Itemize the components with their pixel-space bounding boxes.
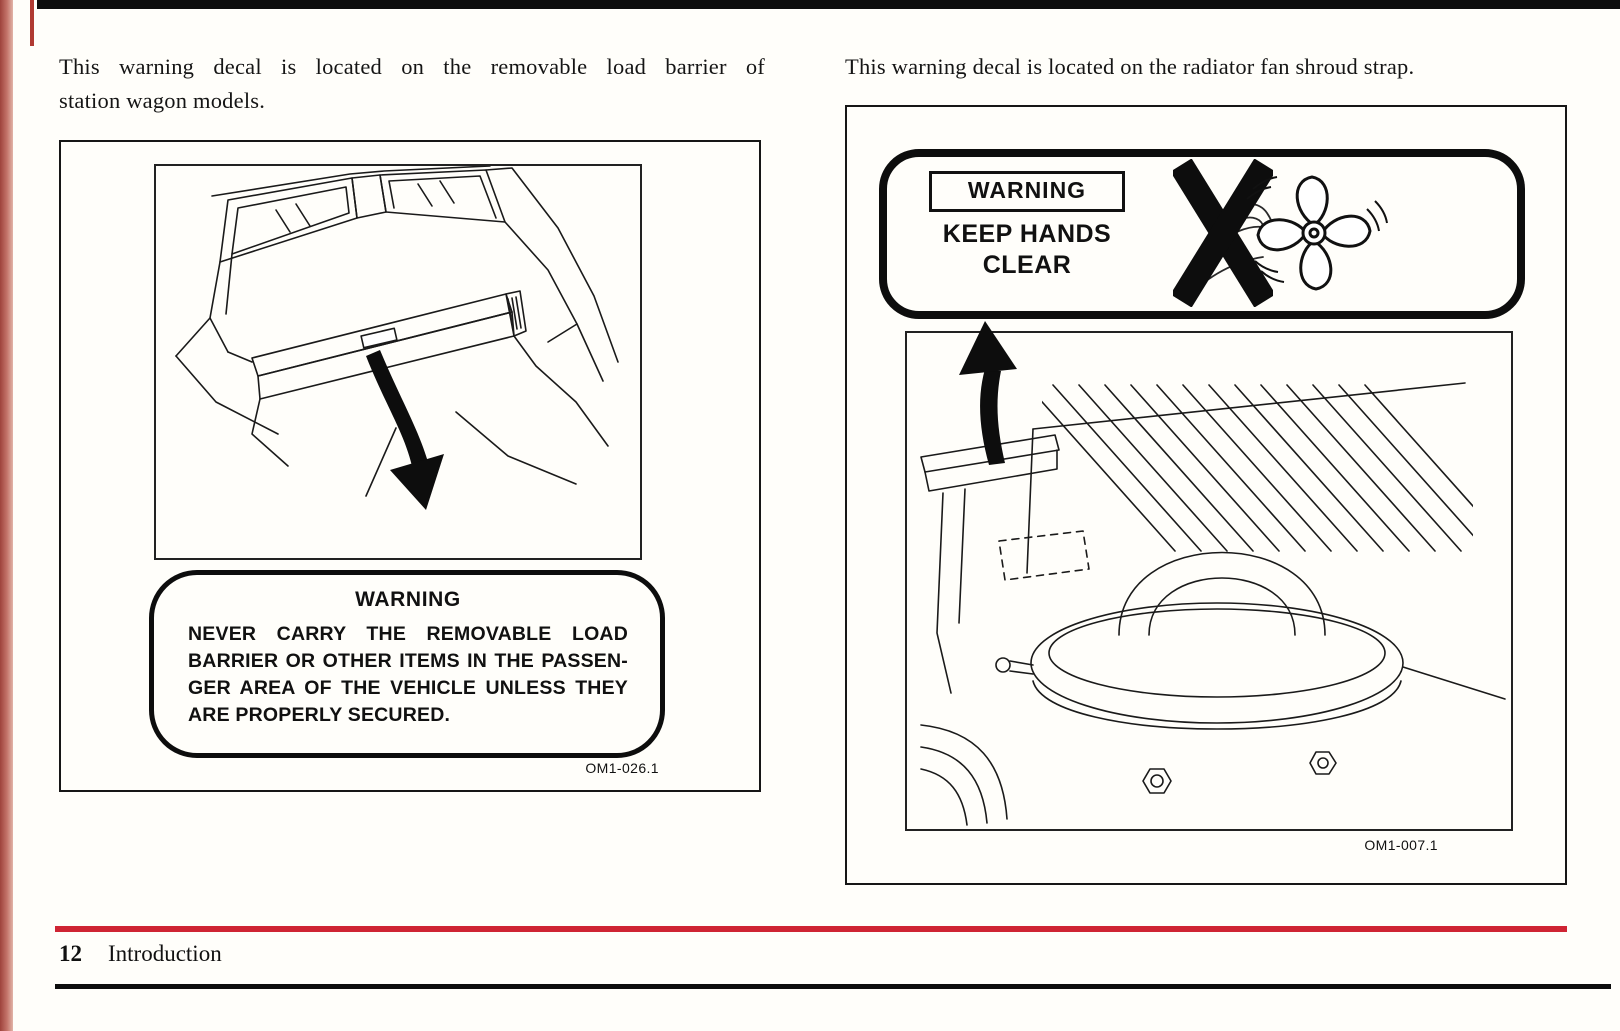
pointer-up-arrow-icon (957, 317, 1027, 469)
caption-left-line1: This warning decal is located on the removable load barrier of (59, 54, 765, 79)
caption-right: This warning decal is located on the radiator fan shroud strap. (845, 54, 1415, 79)
figure-code: OM1-026.1 (585, 760, 659, 776)
load-barrier-illustration (156, 166, 640, 558)
figure-radiator-fan (845, 105, 1567, 885)
caption-left (59, 50, 765, 118)
decal-body-line: GER AREA OF THE VEHICLE UNLESS THEY (188, 677, 628, 699)
page-number: 12 (59, 941, 82, 966)
figure-load-barrier (59, 140, 761, 792)
figure-code: OM1-007.1 (1364, 837, 1438, 853)
load-barrier-warning-decal (149, 570, 665, 758)
page-top-rule (37, 0, 1620, 9)
fan-decal-text (887, 157, 1167, 311)
caption-left-line2: station wagon models. (59, 88, 266, 113)
fan-icon (1239, 161, 1389, 303)
decal-body-line: ARE PROPERLY SECURED. (188, 704, 451, 726)
decal-body (188, 621, 628, 729)
book-spine-edge (0, 0, 13, 1031)
fan-warning-decal (879, 149, 1525, 319)
decal-body-line: NEVER CARRY THE REMOVABLE LOAD (188, 623, 628, 645)
load-barrier-drawing-frame (154, 164, 642, 560)
decal-title: WARNING (355, 588, 461, 611)
footer-black-rule (55, 984, 1611, 989)
decal-body-line: BARRIER OR OTHER ITEMS IN THE PASSEN- (188, 650, 628, 672)
footer-text (59, 941, 222, 967)
clear-line: CLEAR (982, 251, 1072, 279)
spine-red-tick (30, 0, 34, 46)
section-title: Introduction (108, 941, 222, 966)
footer-red-rule (55, 926, 1567, 932)
warning-box: WARNING (929, 171, 1125, 212)
keep-hands-line: KEEP HANDS (942, 220, 1112, 248)
fan-decal-art (1167, 157, 1517, 311)
